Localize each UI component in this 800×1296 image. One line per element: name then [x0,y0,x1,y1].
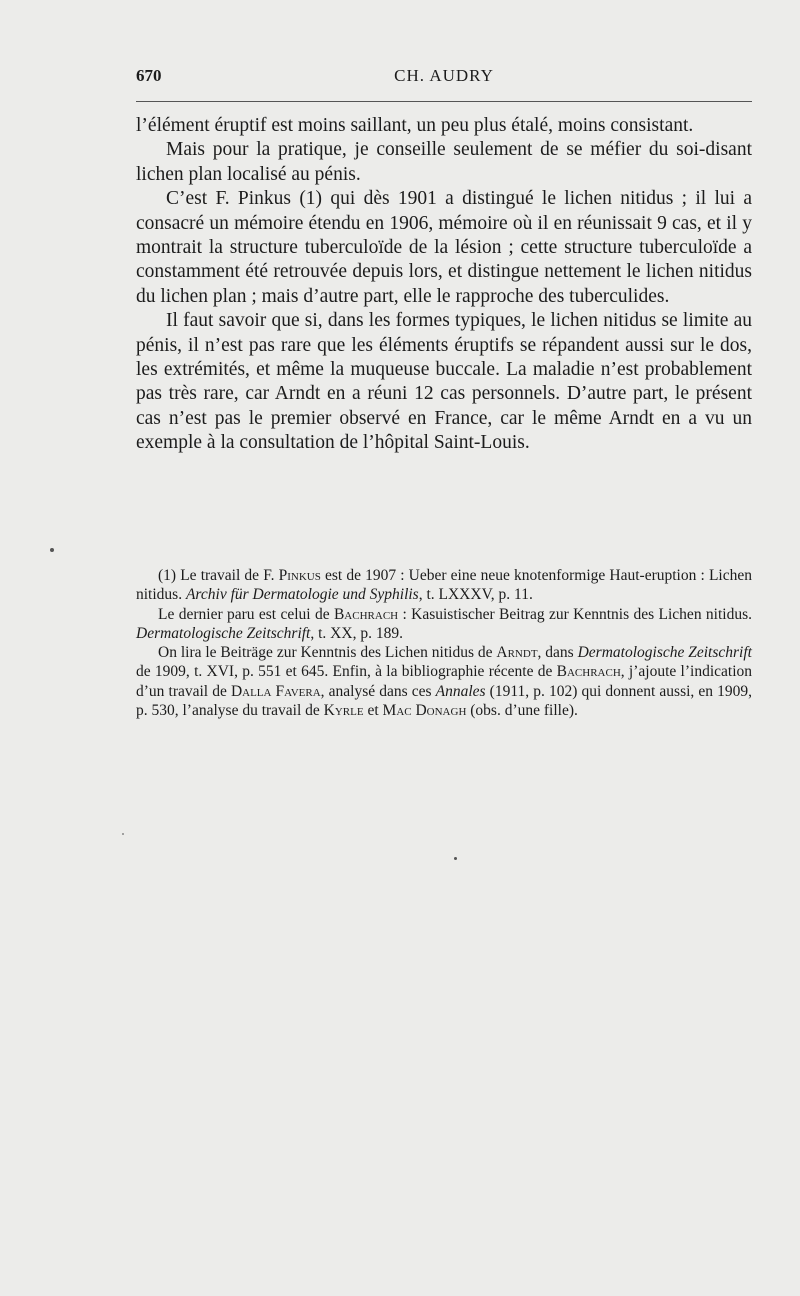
footnote-text: (1911, p. 102) qui donnent aussi, en 1909, p. 530, l’analyse du travail de [136,682,752,720]
ink-speck [454,857,457,860]
footnote-text: , j’ajoute l’indication d’un travail de [136,663,752,700]
footnote-3 [136,643,752,720]
footnote-2 [136,605,752,644]
journal-title: Archiv für Dermatologie und Syphilis [185,586,419,604]
footnote-text: , analysé dans ces [320,682,436,700]
author-name: Arndt [496,644,538,662]
footnote-text: , dans [537,644,578,662]
author-name: Pinkus [278,567,321,584]
journal-title: Annales [435,682,486,700]
footnote-text: , t. XX, p. 189. [310,624,403,642]
footnote-text: (obs. d’une fille). [466,702,578,720]
footnote-text: Le dernier paru est celui de [158,605,334,623]
footnote-text: est de 1907 : Ueber eine neue knotenformige Haut-eruption : Lichen nitidus. [136,567,752,604]
paragraph-3: C’est F. Pinkus (1) qui dès 1901 a distingué le lichen nitidus ; il lui a consacré un mémoire étendu en 1906, mémoire où il en réunissait 9 cas, et il y montrait la structure tuberculoïde de la lésion ; cette structure tuberculoïde a constamment été retrouvée depuis lors, et distingue nettement le lichen nitidus du lichen plan ; mais d’autre part, elle le rapproche des tuberculides. [136,188,752,307]
journal-title: Dermatologische Zeitschrift [136,624,311,642]
footnote-text: (1) Le travail de F. [158,567,279,584]
ink-speck [50,548,54,552]
author-name: Bachrach [333,605,399,623]
paragraph-2: Mais pour la pratique, je conseille seulement de se méfier du soi-disant lichen plan localisé au pénis. [136,139,752,185]
author-name: Mac Donagh [382,702,467,720]
body-text [136,114,752,456]
footnote-text: et [363,702,383,720]
header-rule [136,101,752,102]
author-name: Kyrle [323,702,364,720]
page-number: 670 [136,66,162,85]
footnote-1 [136,566,752,605]
paragraph-4: Il faut savoir que si, dans les formes typiques, le lichen nitidus se limite au pénis, il n’est pas rare que les éléments éruptifs se répandent aussi sur le dos, les extrémités, et même la muqueuse buccale. La maladie n’est probablement pas très rare, car Arndt en a réuni 12 cas personnels. D’autre part, le présent cas n’est pas le premier observé en France, car le même Arndt en a vu un exemple à la consultation de l’hôpital Saint-Louis. [136,310,752,454]
journal-title: Dermatologische Zeitschrift [577,644,752,662]
author-name: Dalla Favera [230,682,321,700]
paragraph-1: l’élément éruptif est moins saillant, un peu plus étalé, moins consistant. [136,115,694,136]
footnotes [136,566,752,720]
running-head: CH. AUDRY [394,66,494,85]
footnote-text: , t. LXXXV, p. 11. [418,586,533,604]
footnote-text: de 1909, t. XVI, p. 551 et 645. Enfin, à la bibliographie récente de [136,663,557,681]
footnote-text: : Kasuistischer Beitrag zur Kenntnis des Lichen nitidus. [398,605,753,623]
page-header [136,66,752,90]
footnote-text: On lira le Beiträge zur Kenntnis des Lichen nitidus de [158,644,497,662]
ink-speck [122,833,124,835]
author-name: Bachrach [556,663,621,681]
